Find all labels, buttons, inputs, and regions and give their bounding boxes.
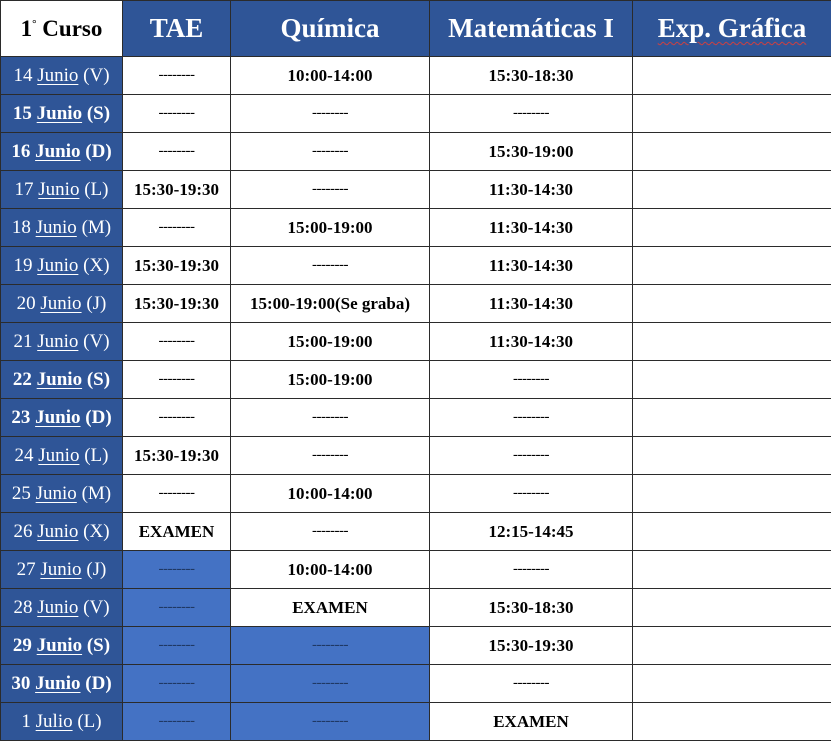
cell-tae: -------- (123, 57, 231, 95)
date-month: Junio (37, 520, 79, 542)
date-weekday: (X) (83, 520, 110, 542)
cell-quimica: -------- (231, 627, 430, 665)
cell-exp-grafica (633, 703, 831, 741)
date-day: 30 (11, 672, 31, 694)
cell-matematicas: 15:30-18:30 (430, 57, 633, 95)
table-row (1, 475, 831, 513)
date-month: Junio (35, 140, 81, 162)
cell-exp-grafica (633, 589, 831, 627)
date-weekday: (V) (83, 64, 110, 86)
cell-tae: -------- (123, 589, 231, 627)
date-weekday: (M) (81, 482, 112, 504)
date-day: 14 (13, 64, 33, 86)
date-month: Junio (36, 102, 83, 124)
cell-quimica: -------- (231, 703, 430, 741)
date-day: 28 (13, 596, 33, 618)
date-weekday: (D) (85, 140, 112, 162)
cell-tae: -------- (123, 399, 231, 437)
date-month: Junio (37, 596, 79, 618)
date-weekday: (D) (85, 672, 112, 694)
table-row (1, 171, 831, 209)
cell-tae: -------- (123, 95, 231, 133)
cell-exp-grafica (633, 399, 831, 437)
cell-tae: 15:30-19:30 (123, 247, 231, 285)
cell-matematicas: -------- (430, 399, 633, 437)
date-weekday: (D) (85, 406, 112, 428)
date-month: Junio (40, 558, 82, 580)
header-row (1, 1, 831, 57)
subject-header-quimica: Química (231, 1, 430, 57)
cell-matematicas: -------- (430, 361, 633, 399)
table-row (1, 627, 831, 665)
cell-matematicas: EXAMEN (430, 703, 633, 741)
table-row (1, 209, 831, 247)
date-day: 18 (11, 216, 31, 238)
cell-exp-grafica (633, 247, 831, 285)
cell-matematicas: -------- (430, 475, 633, 513)
date-cell (1, 551, 123, 589)
cell-quimica: 15:00-19:00 (231, 209, 430, 247)
cell-matematicas: 12:15-14:45 (430, 513, 633, 551)
subject-header-tae: TAE (123, 1, 231, 57)
date-weekday: (J) (86, 558, 107, 580)
table-row (1, 247, 831, 285)
cell-quimica: -------- (231, 247, 430, 285)
date-day: 23 (11, 406, 31, 428)
date-month: Junio (36, 634, 83, 656)
cell-matematicas: 15:30-19:00 (430, 133, 633, 171)
cell-exp-grafica (633, 513, 831, 551)
date-month: Junio (37, 254, 79, 276)
date-weekday: (L) (84, 178, 109, 200)
date-day: 17 (14, 178, 34, 200)
date-cell (1, 627, 123, 665)
date-day: 29 (12, 634, 32, 656)
date-cell (1, 703, 123, 741)
table-row (1, 665, 831, 703)
date-cell (1, 209, 123, 247)
cell-tae: -------- (123, 551, 231, 589)
date-day: 19 (13, 254, 33, 276)
table-row (1, 399, 831, 437)
cell-quimica: 15:00-19:00 (231, 323, 430, 361)
cell-matematicas: 11:30-14:30 (430, 209, 633, 247)
date-month: Junio (35, 406, 81, 428)
date-weekday: (M) (81, 216, 112, 238)
table-row (1, 437, 831, 475)
date-cell (1, 57, 123, 95)
table-row (1, 703, 831, 741)
cell-exp-grafica (633, 323, 831, 361)
date-cell (1, 437, 123, 475)
cell-quimica: -------- (231, 665, 430, 703)
date-day: 16 (11, 140, 31, 162)
cell-exp-grafica (633, 57, 831, 95)
date-month: Junio (37, 64, 79, 86)
cell-quimica: -------- (231, 133, 430, 171)
cell-tae: -------- (123, 323, 231, 361)
date-cell (1, 133, 123, 171)
cell-exp-grafica (633, 475, 831, 513)
cell-quimica: -------- (231, 171, 430, 209)
cell-tae: -------- (123, 703, 231, 741)
cell-quimica: 15:00-19:00 (231, 361, 430, 399)
date-cell (1, 95, 123, 133)
date-cell (1, 665, 123, 703)
cell-matematicas: 11:30-14:30 (430, 285, 633, 323)
cell-exp-grafica (633, 551, 831, 589)
subject-header-matematicas: Matemáticas I (430, 1, 633, 57)
table-row (1, 323, 831, 361)
cell-matematicas: -------- (430, 95, 633, 133)
cell-matematicas: 15:30-19:30 (430, 627, 633, 665)
date-month: Junio (40, 292, 82, 314)
date-weekday: (S) (86, 634, 111, 656)
cell-exp-grafica (633, 665, 831, 703)
date-day: 27 (16, 558, 36, 580)
date-weekday: (V) (83, 596, 110, 618)
cell-matematicas: -------- (430, 665, 633, 703)
cell-quimica: -------- (231, 95, 430, 133)
date-weekday: (S) (86, 368, 111, 390)
cell-matematicas: 11:30-14:30 (430, 171, 633, 209)
cell-exp-grafica (633, 627, 831, 665)
table-row (1, 361, 831, 399)
cell-tae: EXAMEN (123, 513, 231, 551)
date-weekday: (V) (83, 330, 110, 352)
date-day: 26 (13, 520, 33, 542)
cell-quimica: 15:00-19:00(Se graba) (231, 285, 430, 323)
table-row (1, 589, 831, 627)
cell-exp-grafica (633, 361, 831, 399)
cell-matematicas: 11:30-14:30 (430, 323, 633, 361)
date-day: 15 (12, 102, 32, 124)
cell-matematicas: 15:30-18:30 (430, 589, 633, 627)
date-day: 1 (21, 710, 31, 732)
subject-header-exp-grafica: Exp. Gráfica (633, 1, 831, 57)
date-month: Junio (35, 672, 81, 694)
date-cell (1, 285, 123, 323)
cell-quimica: EXAMEN (231, 589, 430, 627)
date-weekday: (L) (84, 444, 109, 466)
cell-matematicas: 11:30-14:30 (430, 247, 633, 285)
date-month: Junio (38, 178, 80, 200)
date-cell (1, 171, 123, 209)
date-month: Junio (38, 444, 80, 466)
table-row (1, 285, 831, 323)
cell-tae: -------- (123, 133, 231, 171)
date-weekday: (X) (83, 254, 110, 276)
cell-quimica: 10:00-14:00 (231, 57, 430, 95)
date-day: 24 (14, 444, 34, 466)
cell-exp-grafica (633, 133, 831, 171)
date-weekday: (L) (77, 710, 102, 732)
table-row (1, 57, 831, 95)
date-cell (1, 513, 123, 551)
table-row (1, 551, 831, 589)
cell-tae: 15:30-19:30 (123, 285, 231, 323)
cell-quimica: 10:00-14:00 (231, 475, 430, 513)
date-weekday: (S) (86, 102, 111, 124)
cell-tae: -------- (123, 361, 231, 399)
date-weekday: (J) (86, 292, 107, 314)
date-day: 20 (16, 292, 36, 314)
date-month: Julio (35, 710, 73, 732)
cell-quimica: 10:00-14:00 (231, 551, 430, 589)
cell-tae: 15:30-19:30 (123, 437, 231, 475)
date-cell (1, 323, 123, 361)
date-cell (1, 475, 123, 513)
cell-quimica: -------- (231, 399, 430, 437)
table-row (1, 133, 831, 171)
date-day: 21 (13, 330, 33, 352)
date-cell (1, 399, 123, 437)
schedule-body (1, 57, 831, 741)
cell-exp-grafica (633, 95, 831, 133)
cell-matematicas: -------- (430, 551, 633, 589)
cell-exp-grafica (633, 209, 831, 247)
date-month: Junio (35, 216, 77, 238)
cell-matematicas: -------- (430, 437, 633, 475)
date-month: Junio (37, 330, 79, 352)
date-month: Junio (36, 368, 83, 390)
cell-tae: -------- (123, 209, 231, 247)
date-cell (1, 589, 123, 627)
date-cell (1, 247, 123, 285)
cell-quimica: -------- (231, 513, 430, 551)
cell-tae: -------- (123, 627, 231, 665)
cell-exp-grafica (633, 171, 831, 209)
table-row (1, 513, 831, 551)
date-cell (1, 361, 123, 399)
cell-tae: 15:30-19:30 (123, 171, 231, 209)
cell-exp-grafica (633, 285, 831, 323)
course-label: 1° Curso (1, 1, 123, 57)
cell-tae: -------- (123, 475, 231, 513)
date-month: Junio (35, 482, 77, 504)
table-row (1, 95, 831, 133)
cell-quimica: -------- (231, 437, 430, 475)
date-day: 22 (12, 368, 32, 390)
date-day: 25 (11, 482, 31, 504)
cell-tae: -------- (123, 665, 231, 703)
cell-exp-grafica (633, 437, 831, 475)
